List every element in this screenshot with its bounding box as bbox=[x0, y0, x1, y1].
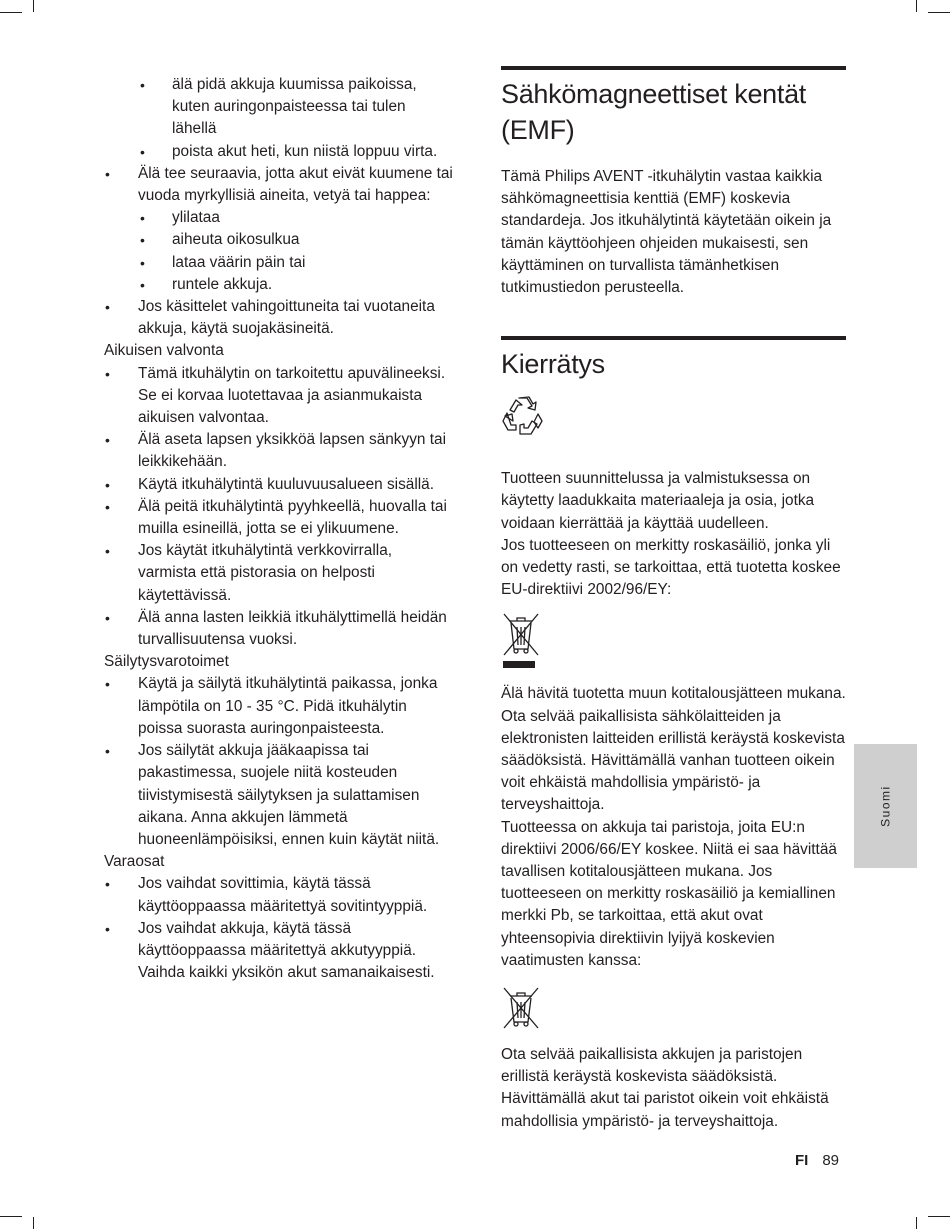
list-item: • Jos vaihdat akkuja, käytä tässä käyttöoppaassa määritettyä akkutyyppiä. Vaihda kaikki yksikön akut samanaikaisesti. bbox=[105, 919, 435, 982]
crop-mark bbox=[0, 1216, 22, 1217]
emf-body: Tämä Philips AVENT -itkuhälytin vastaa kaikkia sähkömagneettisia kenttiä (EMF) koskevia standardeja. Jos itkuhälytintä käytetään oikein ja tämän käyttöohjeen ohjeiden mukaisesti, sen käyttäminen on turvallista tämänhetkisen tutkimustiedon perusteella. bbox=[501, 168, 832, 297]
section-heading: Säilytysvarotoimet bbox=[104, 653, 229, 671]
language-tab bbox=[854, 744, 917, 868]
list-item: • Älä tee seuraavia, jotta akut eivät kuumene tai vuoda myrkyllisiä aineita, vetyä tai happea: bbox=[105, 164, 453, 205]
section-rule bbox=[501, 336, 846, 340]
crop-mark bbox=[916, 0, 917, 12]
emf-heading: Sähkömagneettiset kentät (EMF) bbox=[501, 79, 807, 145]
list-item: • poista akut heti, kun niistä loppuu virta. bbox=[140, 142, 438, 160]
list-item: • Tämä itkuhälytin on tarkoitettu apuvälineeksi. Se ei korvaa luotettavaa ja asianmukaista aikuisen valvontaa. bbox=[105, 364, 446, 427]
crop-mark bbox=[928, 12, 950, 13]
list-item: • Jos käsittelet vahingoittuneita tai vuotaneita akkuja, käytä suojakäsineitä. bbox=[105, 298, 435, 338]
recycling-paragraph: Jos tuotteeseen on merkitty roskasäiliö, jonka yli on vedetty rasti, se tarkoittaa, että tuotetta koskee EU-direktiivi 2002/96/EY: bbox=[501, 536, 841, 599]
crop-mark bbox=[916, 1217, 917, 1229]
footer-language-code: FI bbox=[795, 1152, 809, 1169]
recycling-paragraph: Tuotteessa on akkuja tai paristoja, joita EU:n direktiivi 2006/66/EY koskee. Niitä ei saa hävittää tavallisen kotitalousjätteen mukana. Jos tuotteeseen on merkitty roskasäiliö ja kemiallinen merkki Pb, se tarkoittaa, että akut ovat yhteensopivia direktiivin lyijyä koskevien vaatimusten kanssa: bbox=[501, 818, 837, 969]
list-item: • Käytä ja säilytä itkuhälytintä paikassa, jonka lämpötila on 10 - 35 °C. Pidä itkuhälytin poissa suorasta auringonpaisteesta. bbox=[105, 675, 438, 737]
crossed-bin-battery-icon bbox=[501, 986, 541, 1030]
section-heading: Varaosat bbox=[104, 853, 165, 871]
crop-mark bbox=[928, 1216, 950, 1217]
page-footer bbox=[795, 1150, 839, 1172]
list-item: • Jos vaihdat sovittimia, käytä tässä käyttöoppaassa määritettyä sovitintyyppiä. bbox=[105, 875, 428, 915]
section-rule bbox=[501, 66, 846, 70]
crop-mark bbox=[0, 12, 22, 13]
left-column bbox=[104, 74, 454, 984]
language-tab-label: Suomi bbox=[878, 785, 893, 827]
list-item: • Jos käytät itkuhälytintä verkkovirralla, varmista että pistorasia on helposti käytettävissä. bbox=[105, 542, 393, 604]
list-item: • Älä peitä itkuhälytintä pyyhkeellä, huovalla tai muilla esineillä, jotta se ei ylikuumene. bbox=[105, 497, 447, 538]
list-item: • älä pidä akkuja kuumissa paikoissa, kuten auringonpaisteessa tai tulen lähellä bbox=[140, 76, 417, 138]
list-item: • Käytä itkuhälytintä kuuluvuusalueen sisällä. bbox=[105, 475, 435, 493]
recycling-paragraph: Tuotteen suunnittelussa ja valmistuksessa on käytetty laadukkaita materiaaleja ja osia, jotka voidaan kierrättää ja käyttää uudelleen. bbox=[501, 470, 815, 532]
list-item: • Älä aseta lapsen yksikköä lapsen sänkyyn tai leikkikehään. bbox=[105, 431, 446, 471]
list-item: • lataa väärin päin tai bbox=[140, 253, 306, 271]
recycling-paragraph: Ota selvää paikallisista akkujen ja paristojen erillistä keräystä koskevista säädöksistä. Hävittämällä akut tai paristot oikein voit ehkäistä mahdollisia ympäristö- ja terveyshaittoja. bbox=[501, 1046, 829, 1130]
crossed-bin-weee-icon bbox=[501, 611, 541, 669]
crop-mark bbox=[33, 0, 34, 12]
recycle-icon bbox=[501, 394, 545, 438]
list-item: • Älä anna lasten leikkiä itkuhälyttimellä heidän turvallisuutensa vuoksi. bbox=[105, 608, 447, 649]
recycling-heading: Kierrätys bbox=[501, 349, 605, 380]
right-column bbox=[501, 66, 846, 1133]
list-item: • ylilataa bbox=[140, 209, 220, 227]
section-heading: Aikuisen valvonta bbox=[104, 342, 224, 360]
list-item: • Jos säilytät akkuja jääkaapissa tai pakastimessa, suojele niitä kosteuden tiivistymisestä säilytyksen ja sulattamisen aikana. Anna akkujen lämmetä huoneenlämpöisiksi, ennen kuin käytät niitä. bbox=[105, 742, 440, 848]
crop-mark bbox=[33, 1217, 34, 1229]
list-item: • runtele akkuja. bbox=[140, 275, 273, 293]
list-item: • aiheuta oikosulkua bbox=[140, 231, 300, 249]
recycling-paragraph: Älä hävitä tuotetta muun kotitalousjätteen mukana. Ota selvää paikallisista sähkölaitteiden ja elektronisten laitteiden erillistä keräystä koskevista säädöksistä. Hävittämällä vanhan tuotteen oikein voit ehkäistä mahdollisia ympäristö- ja terveyshaittoja. bbox=[501, 685, 846, 814]
page-number: 89 bbox=[822, 1152, 840, 1169]
